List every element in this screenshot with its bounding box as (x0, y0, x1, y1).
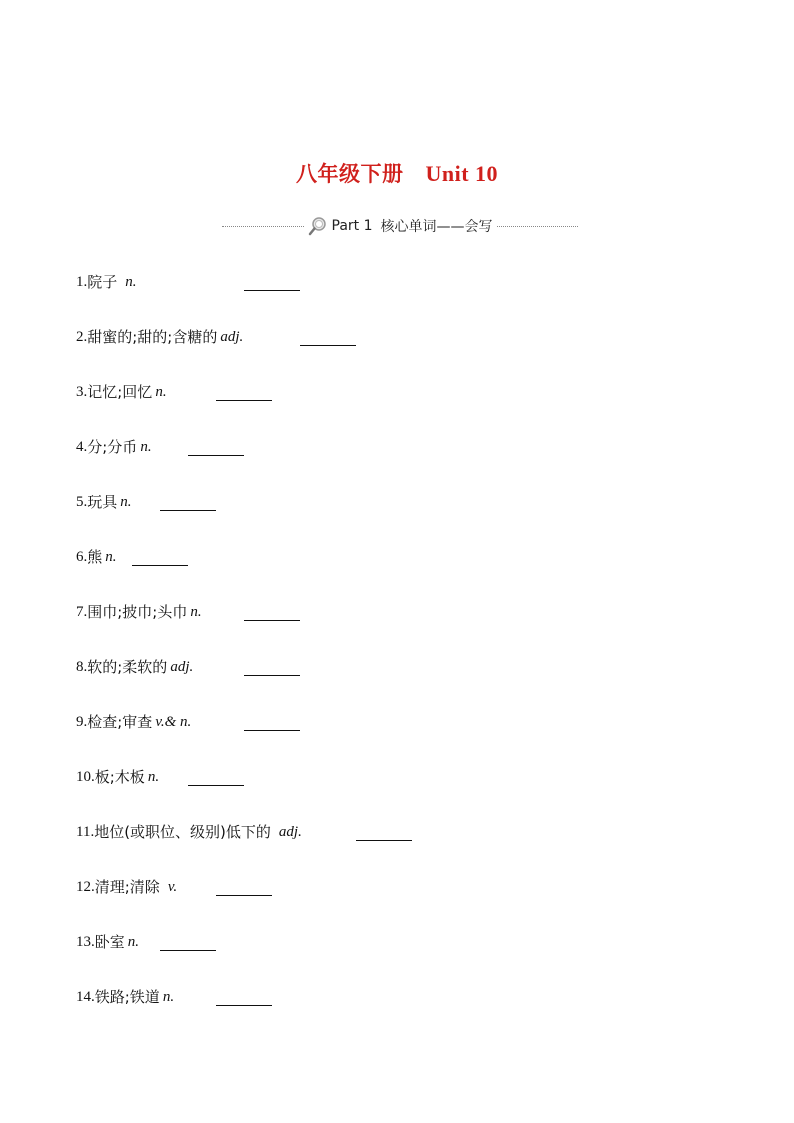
item-pos: n. (105, 549, 117, 565)
item-meaning: 熊 (87, 548, 103, 566)
item-number: 10. (76, 769, 95, 785)
answer-blank[interactable] (216, 895, 272, 896)
item-pos: n. (190, 604, 202, 620)
item-number: 1. (76, 274, 88, 290)
answer-blank[interactable] (132, 565, 188, 566)
item-pos: v. (167, 879, 178, 895)
item-pos: n. (147, 769, 160, 785)
item-number: 5. (76, 494, 88, 510)
item-pos: n. (155, 384, 167, 400)
item-pos: n. (127, 934, 140, 950)
answer-blank[interactable] (160, 510, 216, 511)
part-name: 核心单词——会写 (380, 219, 493, 235)
item-number: 8. (76, 659, 88, 675)
item-pos: v.& n. (155, 714, 192, 730)
right-dotted-divider (497, 226, 579, 227)
list-item (76, 766, 159, 788)
title-grade: 八年级下册 (295, 162, 404, 186)
item-pos: adj. (278, 824, 302, 840)
item-meaning: 检查;审查 (87, 713, 153, 731)
answer-blank[interactable] (216, 1005, 272, 1006)
answer-blank[interactable] (244, 730, 300, 731)
list-item (76, 986, 174, 1008)
item-pos: adj. (220, 329, 244, 345)
item-pos: n. (125, 274, 137, 290)
item-meaning: 清理;清除 (94, 878, 160, 896)
item-number: 12. (76, 879, 95, 895)
item-meaning: 软的;柔软的 (87, 658, 168, 676)
item-number: 14. (76, 989, 95, 1005)
answer-blank[interactable] (244, 620, 300, 621)
item-pos: n. (140, 439, 152, 455)
item-number: 13. (76, 934, 95, 950)
magnifier-icon (308, 216, 328, 236)
item-meaning: 院子 (87, 273, 118, 291)
item-meaning: 甜蜜的;甜的;含糖的 (87, 328, 218, 346)
answer-blank[interactable] (216, 400, 272, 401)
part-header (222, 214, 578, 238)
list-item (76, 711, 191, 733)
part-heading (304, 216, 497, 236)
item-pos: adj. (170, 659, 194, 675)
list-item (76, 381, 167, 403)
answer-blank[interactable] (356, 840, 412, 841)
page-title (0, 158, 794, 188)
list-item (76, 656, 193, 678)
item-meaning: 记忆;回忆 (87, 383, 153, 401)
answer-blank[interactable] (244, 675, 300, 676)
item-number: 2. (76, 329, 88, 345)
item-number: 11. (76, 824, 95, 840)
item-meaning: 铁路;铁道 (94, 988, 160, 1006)
list-item (76, 931, 139, 953)
answer-blank[interactable] (244, 290, 300, 291)
answer-blank[interactable] (188, 455, 244, 456)
item-number: 9. (76, 714, 88, 730)
answer-blank[interactable] (160, 950, 216, 951)
item-meaning: 玩具 (87, 493, 118, 511)
item-meaning: 分;分币 (87, 438, 138, 456)
list-item (76, 436, 152, 458)
item-number: 4. (76, 439, 88, 455)
answer-blank[interactable] (300, 345, 356, 346)
item-meaning: 卧室 (94, 933, 125, 951)
list-item (76, 601, 202, 623)
title-unit: Unit 10 (425, 161, 499, 186)
left-dotted-divider (222, 226, 304, 227)
list-item (76, 821, 302, 843)
list-item (76, 546, 117, 568)
item-number: 6. (76, 549, 88, 565)
answer-blank[interactable] (188, 785, 244, 786)
item-pos: n. (120, 494, 132, 510)
item-meaning: 地位(或职位、级别)低下的 (94, 823, 271, 841)
list-item (76, 326, 243, 348)
item-pos: n. (162, 989, 175, 1005)
item-number: 3. (76, 384, 88, 400)
list-item (76, 491, 132, 513)
list-item (76, 876, 177, 898)
list-item (76, 271, 137, 293)
item-meaning: 围巾;披巾;头巾 (87, 603, 188, 621)
part-label: Part 1 (331, 218, 373, 234)
item-number: 7. (76, 604, 88, 620)
item-meaning: 板;木板 (94, 768, 145, 786)
